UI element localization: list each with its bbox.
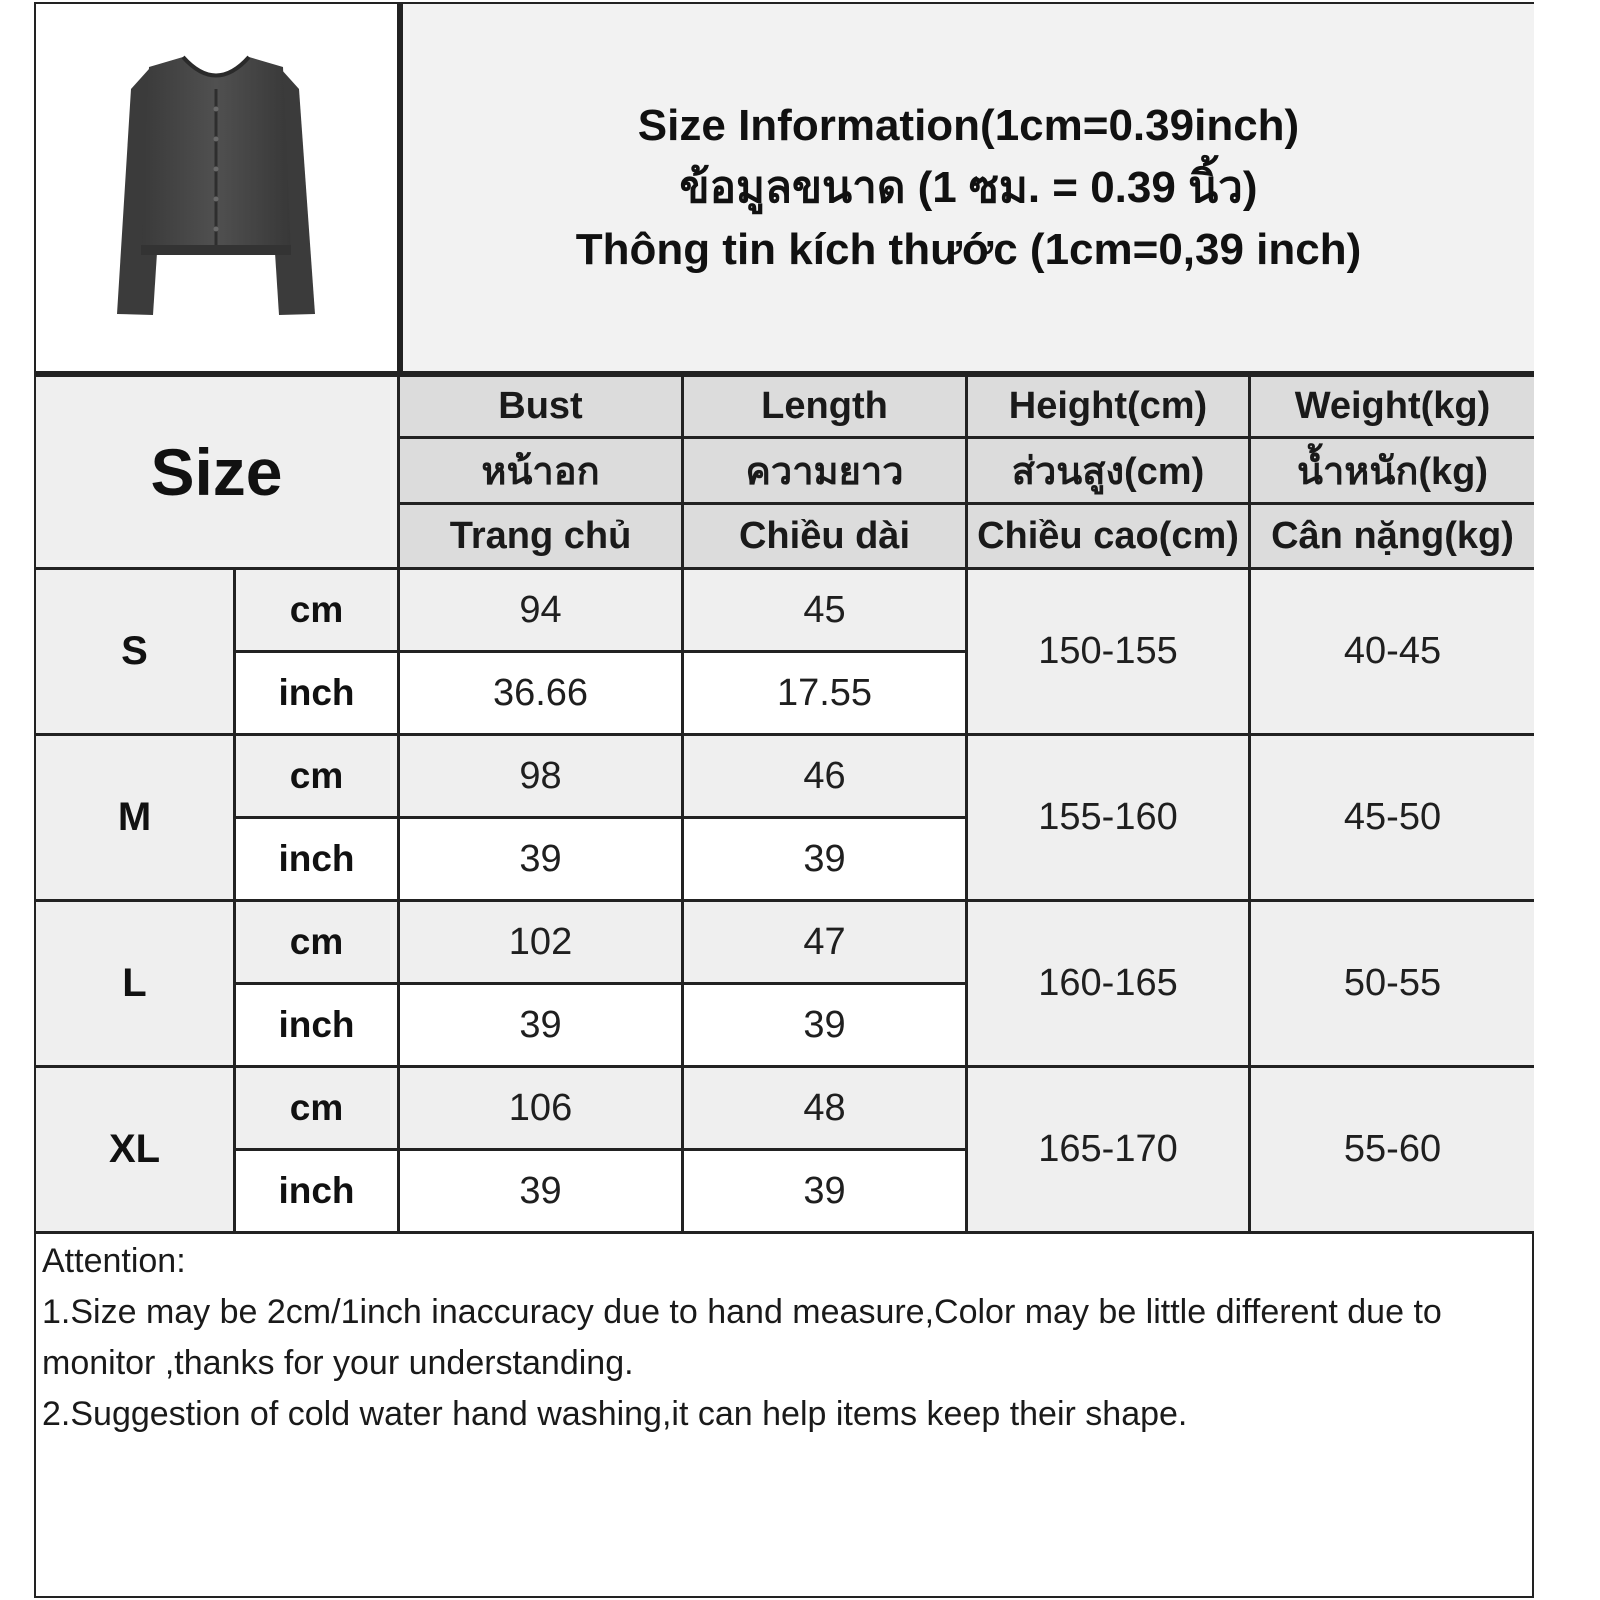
title-cell — [400, 4, 1534, 374]
col-height-th: ส่วนสูง(cm) — [968, 439, 1251, 505]
unit-inch: inch — [236, 819, 400, 902]
unit-cm: cm — [236, 736, 400, 819]
unit-inch: inch — [236, 1151, 400, 1234]
length-inch-l: 39 — [684, 985, 968, 1068]
height-l: 160-165 — [968, 902, 1251, 1068]
size-header: Size — [36, 374, 400, 570]
attention-note-1: 1.Size may be 2cm/1inch inaccuracy due to hand measure,Color may be little different due to monitor ,thanks for your understanding. — [42, 1293, 1442, 1382]
size-label-m: M — [36, 736, 236, 902]
length-inch-xl: 39 — [684, 1151, 968, 1234]
unit-inch: inch — [236, 653, 400, 736]
col-height-en: Height(cm) — [968, 374, 1251, 439]
col-bust-vi: Trang chủ — [400, 505, 684, 570]
bust-cm-s: 94 — [400, 570, 684, 653]
bust-inch-s: 36.66 — [400, 653, 684, 736]
col-weight-vi: Cân nặng(kg) — [1251, 505, 1534, 570]
height-s: 150-155 — [968, 570, 1251, 736]
unit-cm: cm — [236, 570, 400, 653]
title-thai: ข้อมูลขนาด (1 ซม. = 0.39 นิ้ว) — [679, 162, 1258, 212]
title-english: Size Information(1cm=0.39inch) — [637, 100, 1300, 150]
attention-notes — [42, 1236, 1522, 1440]
length-inch-s: 17.55 — [684, 653, 968, 736]
col-length-vi: Chiều dài — [684, 505, 968, 570]
unit-cm: cm — [236, 902, 400, 985]
weight-s: 40-45 — [1251, 570, 1534, 736]
length-inch-m: 39 — [684, 819, 968, 902]
bust-cm-m: 98 — [400, 736, 684, 819]
size-label-s: S — [36, 570, 236, 736]
col-bust-en: Bust — [400, 374, 684, 439]
bust-inch-m: 39 — [400, 819, 684, 902]
weight-xl: 55-60 — [1251, 1068, 1534, 1234]
length-cm-l: 47 — [684, 902, 968, 985]
title-vietnamese: Thông tin kích thước (1cm=0,39 inch) — [575, 224, 1362, 274]
bust-cm-l: 102 — [400, 902, 684, 985]
attention-heading: Attention: — [42, 1242, 186, 1280]
col-weight-en: Weight(kg) — [1251, 374, 1534, 439]
unit-cm: cm — [236, 1068, 400, 1151]
bust-cm-xl: 106 — [400, 1068, 684, 1151]
height-xl: 165-170 — [968, 1068, 1251, 1234]
col-bust-th: หน้าอก — [400, 439, 684, 505]
length-cm-xl: 48 — [684, 1068, 968, 1151]
length-cm-m: 46 — [684, 736, 968, 819]
unit-inch: inch — [236, 985, 400, 1068]
attention-note-2: 2.Suggestion of cold water hand washing,it can help items keep their shape. — [42, 1395, 1188, 1433]
height-m: 155-160 — [968, 736, 1251, 902]
col-length-en: Length — [684, 374, 968, 439]
product-image-cell — [36, 4, 400, 374]
col-length-th: ความยาว — [684, 439, 968, 505]
size-label-xl: XL — [36, 1068, 236, 1234]
col-height-vi: Chiều cao(cm) — [968, 505, 1251, 570]
size-chart — [34, 2, 1534, 1598]
size-label-l: L — [36, 902, 236, 1068]
weight-l: 50-55 — [1251, 902, 1534, 1068]
weight-m: 45-50 — [1251, 736, 1534, 902]
bust-inch-xl: 39 — [400, 1151, 684, 1234]
bust-inch-l: 39 — [400, 985, 684, 1068]
product-image — [101, 49, 331, 329]
col-weight-th: น้ำหนัก(kg) — [1251, 439, 1534, 505]
length-cm-s: 45 — [684, 570, 968, 653]
